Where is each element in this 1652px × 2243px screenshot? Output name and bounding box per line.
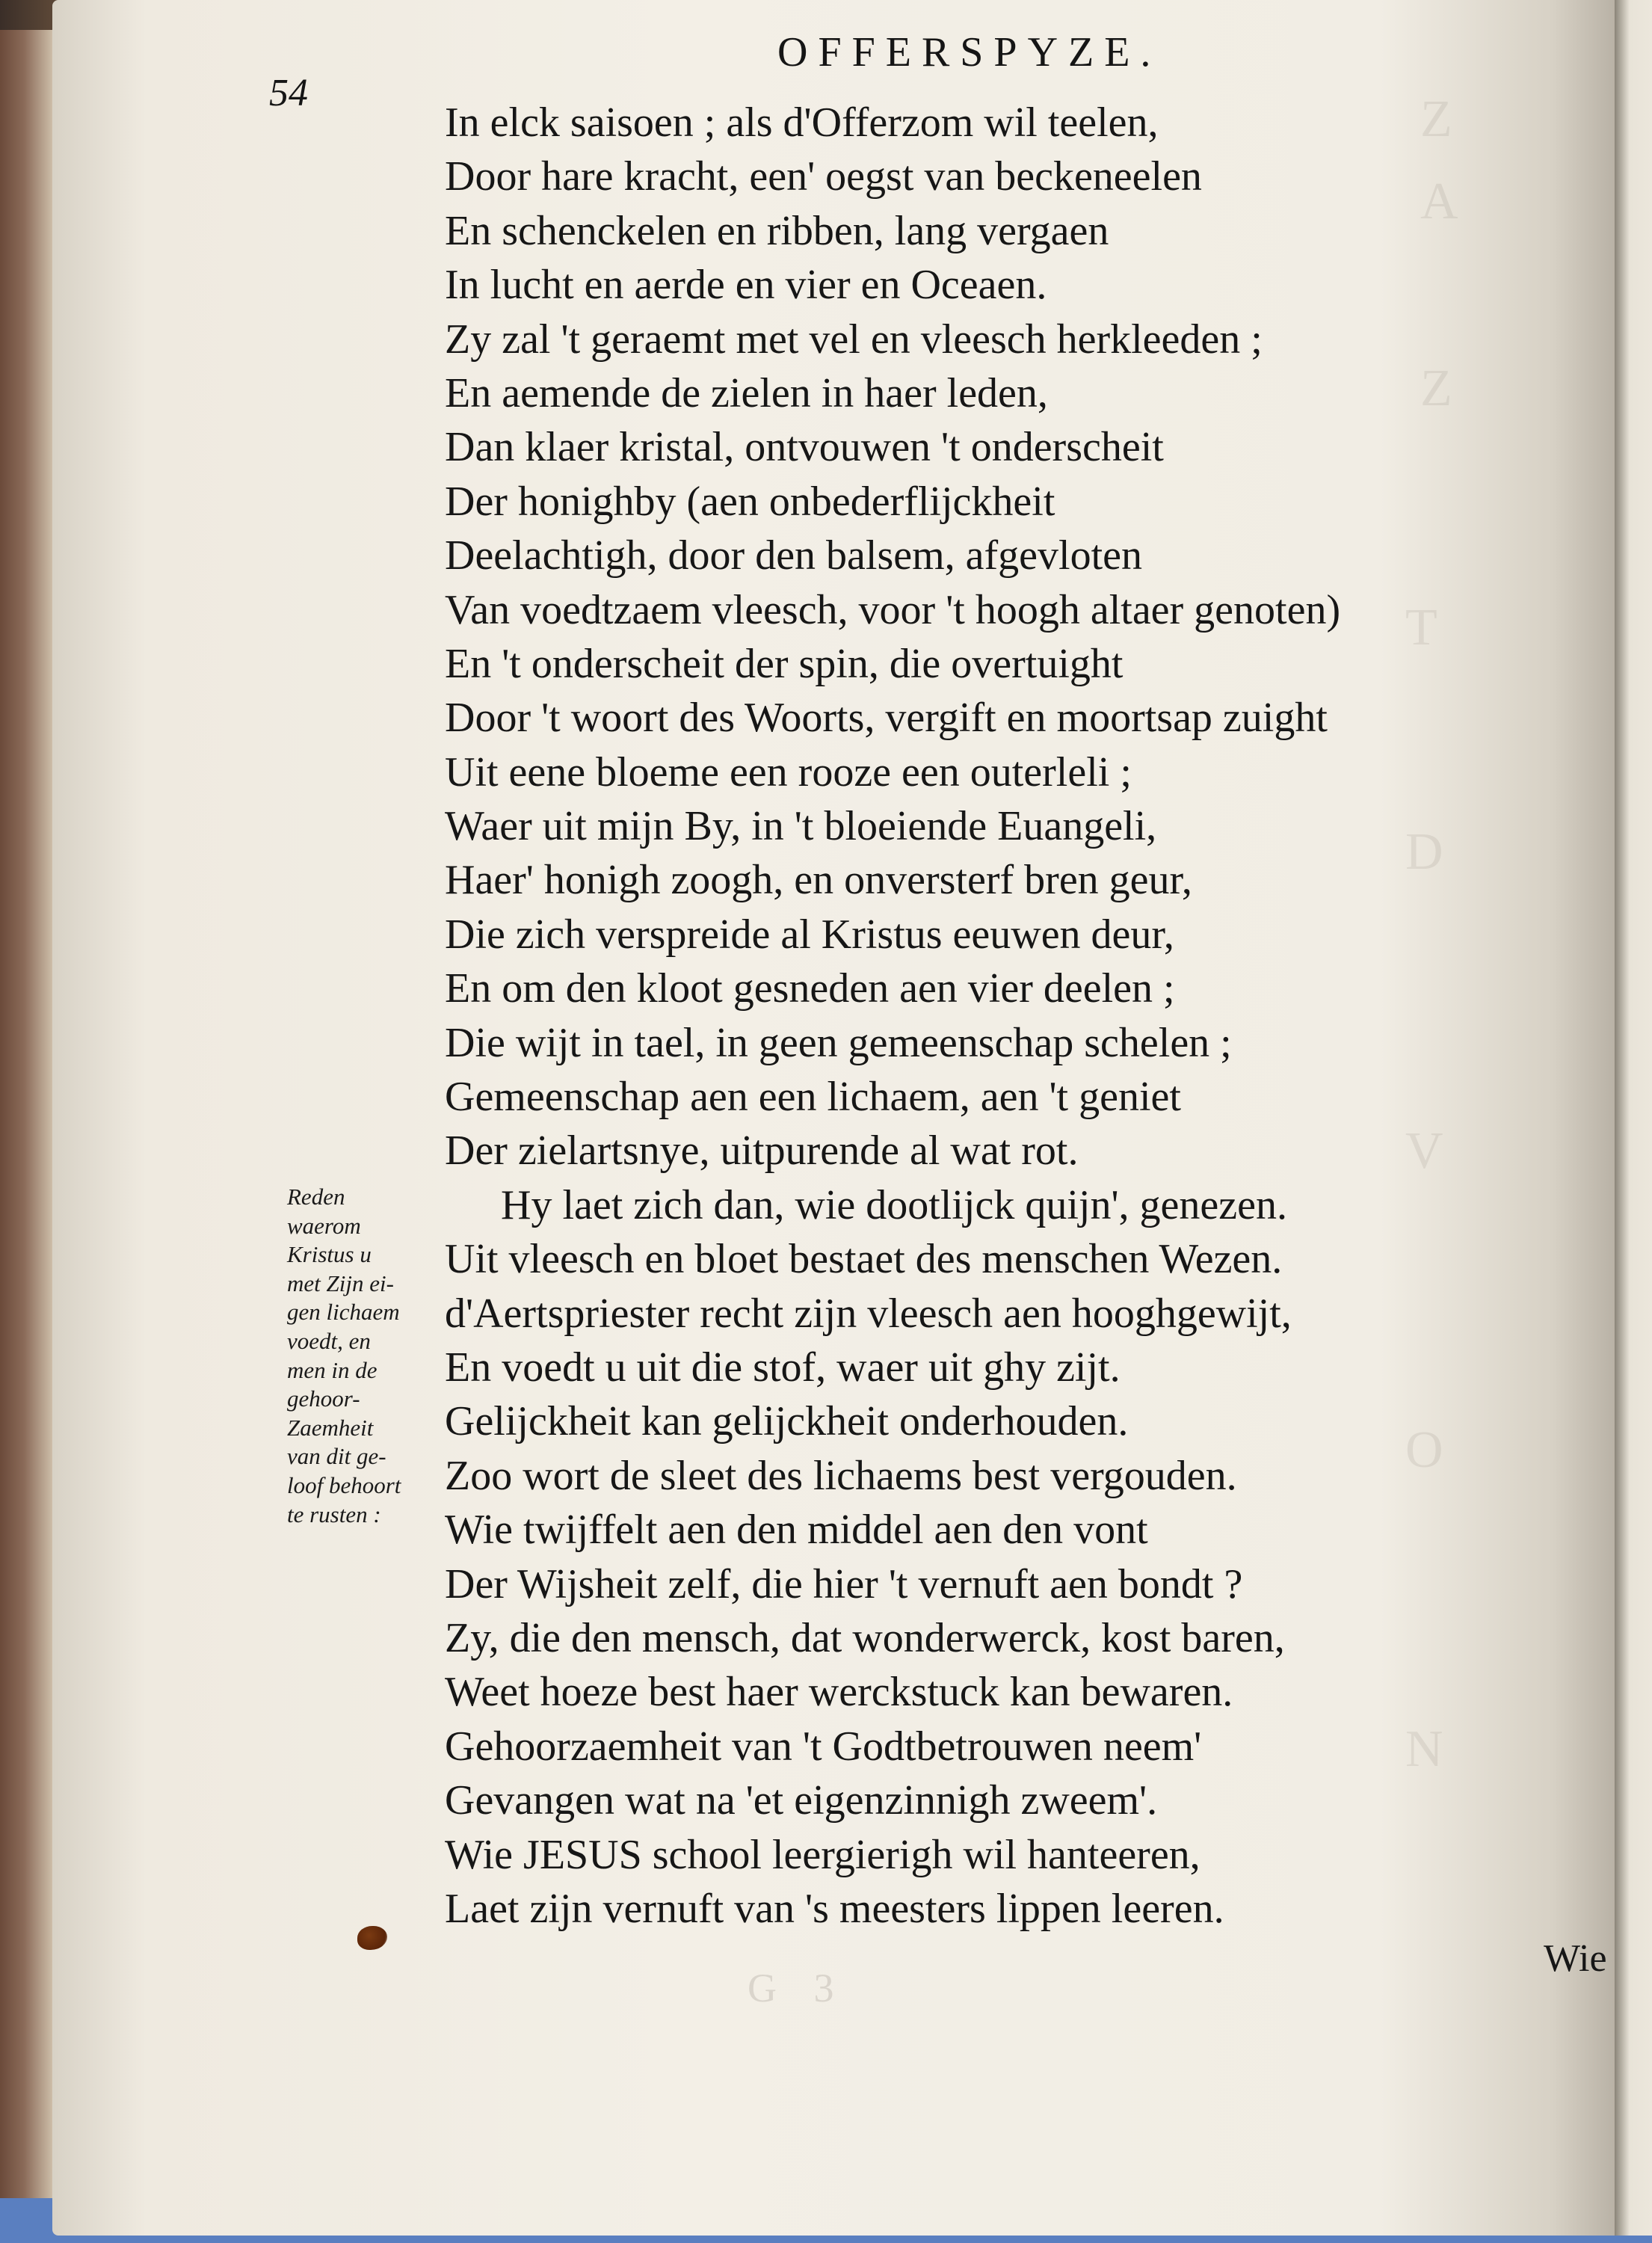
marginal-note-line: gen lichaem bbox=[287, 1299, 400, 1326]
marginal-note-line: Zaemheit bbox=[287, 1414, 374, 1441]
poem-line: Deelachtigh, door den balsem, afgevloten bbox=[445, 532, 1142, 579]
poem-line: En om den kloot gesneden aen vier deelen ; bbox=[445, 965, 1175, 1012]
poem-line: En schenckelen en ribben, lang vergaen bbox=[445, 207, 1109, 254]
poem-line: En voedt u uit die stof, waer uit ghy zijt. bbox=[445, 1344, 1121, 1391]
poem-line: Gemeenschap aen een lichaem, aen 't geniet bbox=[445, 1074, 1181, 1121]
poem-text bbox=[445, 96, 1340, 1936]
poem-line: Uit vleesch en bloet bestaet des menschen Wezen. bbox=[445, 1236, 1283, 1283]
show-through: D bbox=[1405, 823, 1445, 881]
marginal-note-line: men in de bbox=[287, 1356, 377, 1383]
marginal-note-line: Kristus u bbox=[287, 1241, 372, 1268]
poem-line: Laet zijn vernuft van 's meesters lippen leeren. bbox=[445, 1885, 1224, 1932]
poem-line: In elck saisoen ; als d'Offerzom wil teelen, bbox=[445, 99, 1159, 146]
poem-line: Door hare kracht, een' oegst van beckeneelen bbox=[445, 153, 1202, 200]
signature-mark: G 3 bbox=[748, 1966, 848, 2010]
poem-line: Hy laet zich dan, wie dootlijck quijn', genezen. bbox=[501, 1181, 1287, 1228]
show-through: T bbox=[1405, 599, 1439, 656]
show-through: N bbox=[1405, 1720, 1445, 1778]
book-spine bbox=[0, 30, 60, 2198]
running-header: OFFERSPYZE. bbox=[777, 29, 1162, 76]
poem-line: Die zich verspreide al Kristus eeuwen deur, bbox=[445, 911, 1174, 958]
poem-line: Zy zal 't geraemt met vel en vleesch herkleeden ; bbox=[445, 316, 1263, 363]
show-through: V bbox=[1405, 1122, 1445, 1180]
poem-line: Der honighby (aen onbederflijckheit bbox=[445, 478, 1055, 525]
marginal-note-line: van dit ge- bbox=[287, 1443, 386, 1470]
poem-line: d'Aertspriester recht zijn vleesch aen hooghgewijt, bbox=[445, 1290, 1292, 1337]
marginal-note-line: gehoor- bbox=[287, 1385, 360, 1412]
poem-line: Weet hoeze best haer werckstuck kan bewaren. bbox=[445, 1669, 1233, 1716]
poem-line: En aemende de zielen in haer leden, bbox=[445, 369, 1048, 416]
poem-line: Haer' honigh zoogh, en onversterf bren geur, bbox=[445, 857, 1192, 904]
poem-line: Uit eene bloeme een rooze een outerleli ; bbox=[445, 748, 1132, 796]
poem-line: Wie twijffelt aen den middel aen den vont bbox=[445, 1507, 1148, 1554]
poem-line: Van voedtzaem vleesch, voor 't hoogh altaer genoten) bbox=[445, 586, 1341, 633]
marginal-note bbox=[287, 1183, 401, 1529]
poem-line: Der Wijsheit zelf, die hier 't vernuft aen bondt ? bbox=[445, 1560, 1243, 1607]
marginal-note-line: te rusten : bbox=[287, 1501, 381, 1527]
catchword: Wie bbox=[1544, 1937, 1607, 1980]
show-through: Z bbox=[1420, 360, 1454, 417]
show-through: A bbox=[1420, 173, 1460, 230]
marginal-note-line: voedt, en bbox=[287, 1327, 371, 1354]
poem-line: Zy, die den mensch, dat wonderwerck, kost baren, bbox=[445, 1614, 1285, 1661]
poem-line: Waer uit mijn By, in 't bloeiende Euangeli, bbox=[445, 803, 1157, 850]
marginal-note-line: Reden bbox=[287, 1184, 345, 1210]
poem-line: Gelijckheit kan gelijckheit onderhouden. bbox=[445, 1398, 1129, 1445]
poem-line: Dan klaer kristal, ontvouwen 't onderscheit bbox=[445, 424, 1164, 471]
marginal-note-line: met Zijn ei- bbox=[287, 1270, 394, 1296]
poem-line: Gehoorzaemheit van 't Godtbetrouwen neem' bbox=[445, 1723, 1202, 1770]
poem-line: Die wijt in tael, in geen gemeenschap schelen ; bbox=[445, 1019, 1232, 1066]
facing-page-edge bbox=[1615, 0, 1652, 2236]
marginal-note-line: waerom bbox=[287, 1212, 361, 1239]
poem-line: Gevangen wat na 'et eigenzinnigh zweem'. bbox=[445, 1777, 1158, 1824]
poem-line: En 't onderscheit der spin, die overtuight bbox=[445, 640, 1124, 687]
show-through: Z bbox=[1420, 90, 1454, 148]
page-number: 54 bbox=[269, 72, 308, 114]
poem-line: Wie JESUS school leergierigh wil hanteeren, bbox=[445, 1831, 1201, 1878]
poem-line: Der zielartsnye, uitpurende al wat rot. bbox=[445, 1127, 1079, 1175]
poem-line: Zoo wort de sleet des lichaems best vergouden. bbox=[445, 1452, 1237, 1499]
marginal-note-line: loof behoort bbox=[287, 1471, 401, 1498]
show-through: O bbox=[1405, 1421, 1445, 1479]
poem-line: In lucht en aerde en vier en Oceaen. bbox=[445, 262, 1047, 309]
poem-line: Door 't woort des Woorts, vergift en moortsap zuight bbox=[445, 695, 1328, 742]
